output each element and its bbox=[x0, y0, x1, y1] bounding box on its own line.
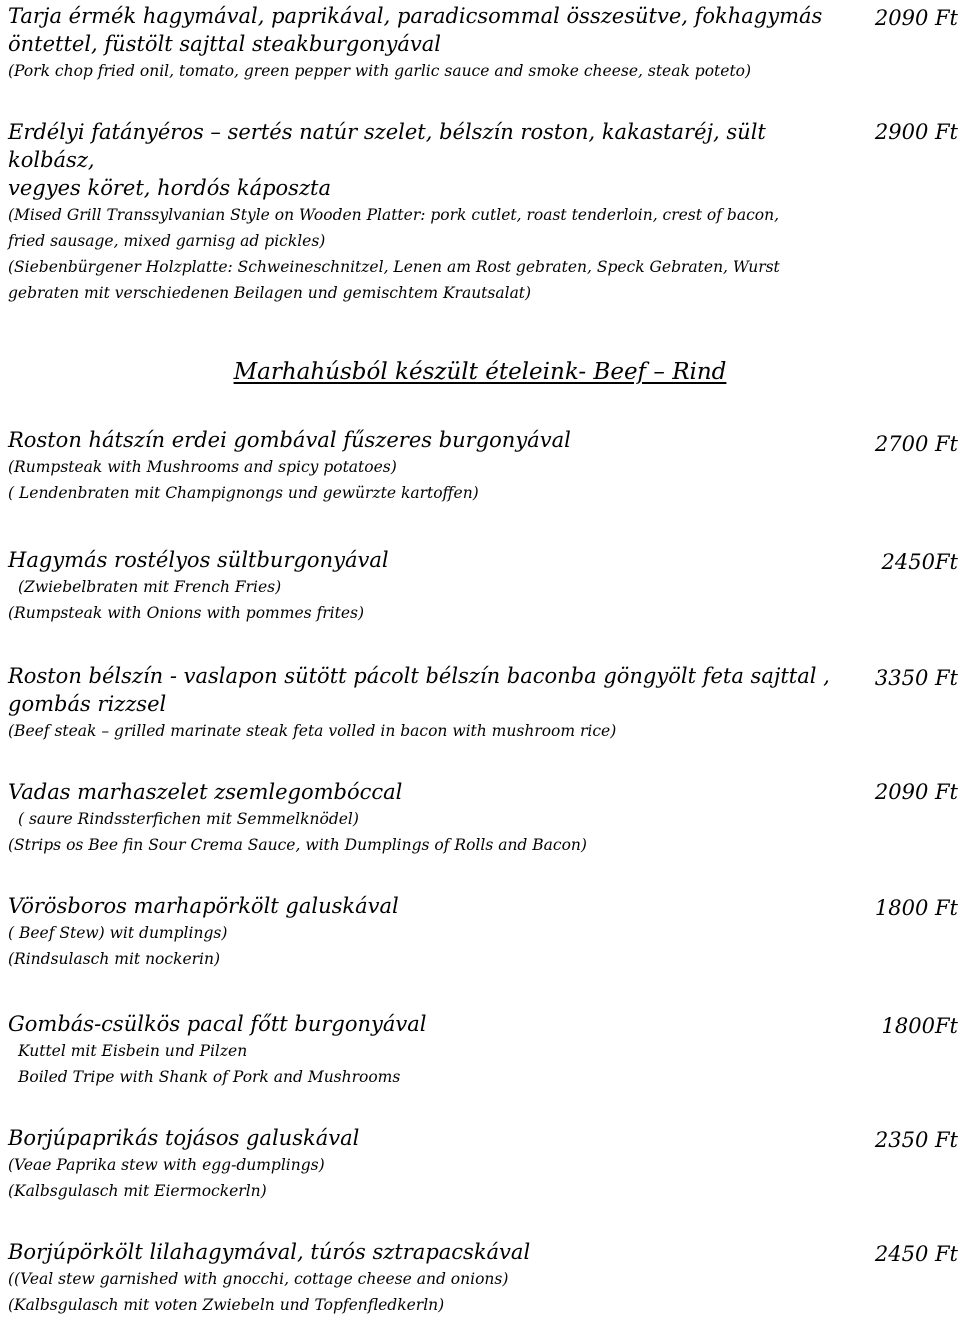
dish-name: vegyes köret, hordós káposzta bbox=[8, 176, 331, 200]
dish-translation: (Veae Paprika stew with egg-dumplings) bbox=[8, 1156, 325, 1174]
menu-item bbox=[8, 1010, 848, 1090]
dish-price: 2700 Ft bbox=[874, 432, 958, 456]
dish-name: Tarja érmék hagymával, paprikával, paradicsommal összesütve, fokhagymás bbox=[8, 4, 823, 28]
dish-name: Borjúpörkölt lilahagymával, túrós sztrapacskával bbox=[8, 1240, 531, 1264]
dish-translation: (Siebenbürgener Holzplatte: Schweineschnitzel, Lenen am Rost gebraten, Speck Gebraten, Wurst bbox=[8, 258, 780, 276]
dish-name: Vadas marhaszelet zsemlegombóccal bbox=[8, 780, 403, 804]
dish-translation: (Rumpsteak with Onions with pommes frites) bbox=[8, 604, 365, 622]
section-title: Marhahúsból készült ételeink- Beef – Rind bbox=[233, 359, 727, 385]
dish-translation: (Kalbsgulasch mit voten Zwiebeln und Topfenfledkerln) bbox=[8, 1296, 445, 1314]
menu-item bbox=[8, 1124, 848, 1204]
dish-translation: (Rumpsteak with Mushrooms and spicy potatoes) bbox=[8, 458, 397, 476]
menu-item bbox=[8, 892, 848, 972]
menu-item bbox=[8, 426, 848, 506]
menu-item bbox=[8, 778, 848, 858]
dish-name: Roston bélszín - vaslapon sütött pácolt bélszín baconba göngyölt feta sajttal , bbox=[8, 664, 830, 688]
dish-name: Borjúpaprikás tojásos galuskával bbox=[8, 1126, 360, 1150]
dish-price: 1800 Ft bbox=[874, 896, 958, 920]
dish-translation: ((Veal stew garnished with gnocchi, cottage cheese and onions) bbox=[8, 1270, 509, 1288]
dish-translation: ( saure Rindssterfichen mit Semmelknödel) bbox=[18, 810, 359, 828]
menu-item bbox=[8, 2, 848, 84]
dish-translation: gebraten mit verschiedenen Beilagen und gemischtem Krautsalat) bbox=[8, 284, 532, 302]
dish-translation: (Beef steak – grilled marinate steak feta volled in bacon with mushroom rice) bbox=[8, 722, 617, 740]
menu-item bbox=[8, 546, 848, 626]
dish-translation: (Kalbsgulasch mit Eiermockerln) bbox=[8, 1182, 267, 1200]
dish-price: 2090 Ft bbox=[874, 780, 958, 804]
dish-price: 3350 Ft bbox=[874, 666, 958, 690]
dish-price: 2900 Ft bbox=[874, 120, 958, 144]
dish-price: 2350 Ft bbox=[874, 1128, 958, 1152]
dish-translation: ( Lendenbraten mit Champignongs und gewürzte kartoffen) bbox=[8, 484, 479, 502]
dish-translation: (Pork chop fried onil, tomato, green pepper with garlic sauce and smoke cheese, steak poteto) bbox=[8, 62, 752, 80]
dish-name: Roston hátszín erdei gombával fűszeres burgonyával bbox=[8, 428, 571, 452]
dish-name: gombás rizzsel bbox=[8, 692, 167, 716]
dish-price: 2450 Ft bbox=[874, 1242, 958, 1266]
dish-translation: (Zwiebelbraten mit French Fries) bbox=[18, 578, 282, 596]
menu-item bbox=[8, 1238, 848, 1318]
dish-price: 2450Ft bbox=[881, 550, 958, 574]
dish-translation: ( Beef Stew) wit dumplings) bbox=[8, 924, 228, 942]
menu-item bbox=[8, 118, 848, 306]
dish-name: Erdélyi fatányéros – sertés natúr szelet, bélszín roston, kakastaréj, sült kolbász, bbox=[8, 120, 766, 172]
dish-name: Vörösboros marhapörkölt galuskával bbox=[8, 894, 399, 918]
dish-translation: (Strips os Bee fin Sour Crema Sauce, with Dumplings of Rolls and Bacon) bbox=[8, 836, 587, 854]
dish-name: Hagymás rostélyos sültburgonyával bbox=[8, 548, 389, 572]
dish-name: Gombás-csülkös pacal főtt burgonyával bbox=[8, 1012, 427, 1036]
dish-translation: Kuttel mit Eisbein und Pilzen bbox=[18, 1042, 248, 1060]
dish-price: 1800Ft bbox=[881, 1014, 958, 1038]
dish-name: öntettel, füstölt sajttal steakburgonyával bbox=[8, 32, 441, 56]
dish-translation: Boiled Tripe with Shank of Pork and Mushrooms bbox=[18, 1068, 401, 1086]
dish-price: 2090 Ft bbox=[874, 6, 958, 30]
dish-translation: (Mised Grill Transsylvanian Style on Wooden Platter: pork cutlet, roast tenderloin, crest of bacon, bbox=[8, 206, 779, 224]
dish-translation: fried sausage, mixed garnisg ad pickles) bbox=[8, 232, 326, 250]
menu-item bbox=[8, 662, 848, 744]
dish-translation: (Rindsulasch mit nockerin) bbox=[8, 950, 221, 968]
